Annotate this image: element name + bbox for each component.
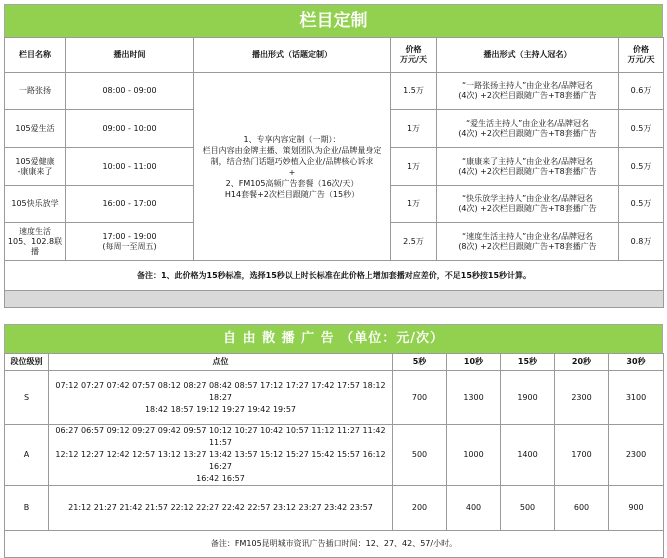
header-points: 点位 (49, 354, 393, 371)
section2-note: 备注：FM105昆明城市资讯广告插口时间：12、27、42、57/小时。 (5, 531, 664, 558)
header-10s: 10秒 (447, 354, 501, 371)
host-form-cell: “爱生活主持人”由企业名/品牌冠名 (4次) +2次栏目跟随广告+T8套播广告 (437, 110, 619, 148)
host-form-cell: “一路张扬主持人”由企业名/品牌冠名 (4次) +2次栏目跟随广告+T8套播广告 (437, 73, 619, 110)
level-cell: A (5, 425, 49, 486)
header-air-time: 播出时间 (66, 38, 194, 73)
table-row (5, 486, 664, 531)
header-15s: 15秒 (501, 354, 555, 371)
level-cell: S (5, 371, 49, 425)
price-5s-cell: 700 (393, 371, 447, 425)
price-cell: 1.5万 (391, 73, 437, 110)
table-row (5, 425, 664, 486)
host-price-cell: 0.6万 (619, 73, 664, 110)
price-15s-cell: 1900 (501, 371, 555, 425)
section1-note: 备注：1、此价格为15秒标准，选择15秒以上时长标准在此价格上增加套播对应差价，不足15秒按15秒计算。 (5, 261, 664, 291)
air-time-cell: 17:00 - 19:00 (每周一至周五) (66, 223, 194, 261)
points-cell: 21:12 21:27 21:42 21:57 22:12 22:27 22:42 22:57 23:12 23:27 23:42 23:57 (49, 486, 393, 531)
header-price-1: 价格 万元/天 (391, 38, 437, 73)
air-time-cell: 09:00 - 10:00 (66, 110, 194, 148)
host-form-cell: “速度生活主持人”由企业名/品牌冠名 (8次) +2次栏目跟随广告+T8套播广告 (437, 223, 619, 261)
header-20s: 20秒 (555, 354, 609, 371)
gray-separator-row (5, 291, 664, 308)
topic-form-cell: 1、专享内容定制（一期）： 栏目内容由金牌主播、策划团队为企业/品牌量身定制，结合热门话题巧妙植入企业/品牌核心诉求 + 2、FM105高频广告套餐（16次/天） H14套餐+2次栏目跟随广告（15秒） (194, 73, 391, 261)
spot-ad-table (4, 353, 664, 558)
price-15s-cell: 1400 (501, 425, 555, 486)
host-price-cell: 0.8万 (619, 223, 664, 261)
price-20s-cell: 2300 (555, 371, 609, 425)
price-30s-cell: 3100 (609, 371, 664, 425)
points-cell: 06:27 06:57 09:12 09:27 09:42 09:57 10:12 10:27 10:42 10:57 11:12 11:27 11:42 11:57 12:12 12:27 12:42 12:57 13:12 13:27 13:42 13:57 15:12 15:27 15:42 15:57 16:12 16:27 16:42 16:57 (49, 425, 393, 486)
column-name-cell: 105爱生活 (5, 110, 66, 148)
price-cell: 1万 (391, 110, 437, 148)
table-row (5, 73, 664, 110)
host-price-cell: 0.5万 (619, 148, 664, 186)
price-20s-cell: 600 (555, 486, 609, 531)
level-cell: B (5, 486, 49, 531)
table-row (5, 371, 664, 425)
column-name-cell: 一路张扬 (5, 73, 66, 110)
price-cell: 1万 (391, 186, 437, 223)
header-level: 段位级别 (5, 354, 49, 371)
column-sponsorship-table (4, 37, 664, 308)
column-name-cell: 速度生活 105、102.8联播 (5, 223, 66, 261)
price-15s-cell: 500 (501, 486, 555, 531)
header-30s: 30秒 (609, 354, 664, 371)
price-10s-cell: 1000 (447, 425, 501, 486)
section2-title: 自 由 散 播 广 告 （单位：元/次） (4, 324, 663, 354)
price-30s-cell: 900 (609, 486, 664, 531)
air-time-cell: 10:00 - 11:00 (66, 148, 194, 186)
header-topic-form: 播出形式（话题定制） (194, 38, 391, 73)
header-5s: 5秒 (393, 354, 447, 371)
host-form-cell: “康康来了主持人”由企业名/品牌冠名 (4次) +2次栏目跟随广告+T8套播广告 (437, 148, 619, 186)
price-10s-cell: 1300 (447, 371, 501, 425)
price-cell: 1万 (391, 148, 437, 186)
points-cell: 07:12 07:27 07:42 07:57 08:12 08:27 08:42 08:57 17:12 17:27 17:42 17:57 18:12 18:27 18:42 18:57 19:12 19:27 19:42 19:57 (49, 371, 393, 425)
price-30s-cell: 2300 (609, 425, 664, 486)
price-5s-cell: 200 (393, 486, 447, 531)
host-price-cell: 0.5万 (619, 186, 664, 223)
section1-title: 栏目定制 (4, 4, 663, 38)
price-20s-cell: 1700 (555, 425, 609, 486)
column-name-cell: 105快乐放学 (5, 186, 66, 223)
price-5s-cell: 500 (393, 425, 447, 486)
host-form-cell: “快乐放学主持人”由企业名/品牌冠名 (4次) +2次栏目跟随广告+T8套播广告 (437, 186, 619, 223)
header-price-2: 价格 万元/天 (619, 38, 664, 73)
price-10s-cell: 400 (447, 486, 501, 531)
host-price-cell: 0.5万 (619, 110, 664, 148)
header-host-form: 播出形式（主持人冠名） (437, 38, 619, 73)
price-cell: 2.5万 (391, 223, 437, 261)
air-time-cell: 16:00 - 17:00 (66, 186, 194, 223)
column-name-cell: 105爱健康 -康康来了 (5, 148, 66, 186)
header-column-name: 栏目名称 (5, 38, 66, 73)
air-time-cell: 08:00 - 09:00 (66, 73, 194, 110)
